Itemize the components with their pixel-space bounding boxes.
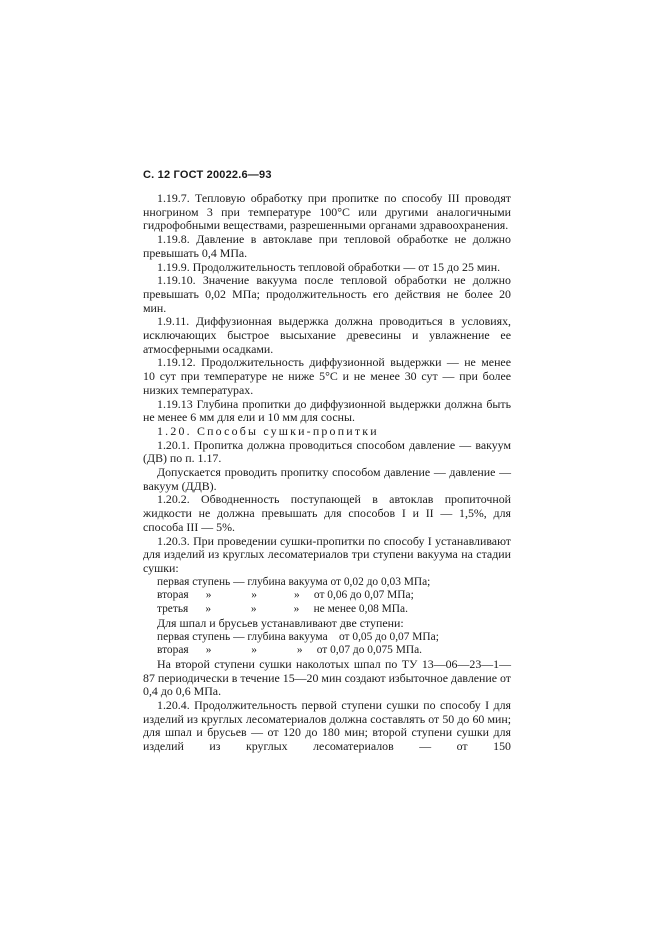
paragraph-allowed-ddv: Допускается проводить пропитку способом давление — давление — вакуум (ДДВ).	[143, 465, 511, 493]
stage-row: вторая » » » от 0,06 до 0,07 МПа;	[157, 589, 414, 602]
body-text	[143, 192, 511, 754]
paragraph-1-19-9: 1.19.9. Продолжительность тепловой обработки — от 15 до 25 мин.	[157, 259, 501, 274]
paragraph-1-20-3: 1.20.3. При проведении сушки-пропитки по способу I устанавливают для изделий из круглых лесоматериалов три ступени вакуума на стадии сушки:	[143, 533, 511, 575]
paragraph-1-19-13: 1.19.13 Глубина пропитки до диффузионной выдержки должна быть не менее 6 мм для ели и 10 мм для сосны.	[143, 396, 511, 425]
stage-row: третья » » » не менее 0,08 МПа.	[157, 603, 408, 616]
paragraph-second-stage: На второй ступени сушки наколотых шпал по ТУ 13—06—23—1—87 периодически в течение 15—20 мин создают избыточное давление от 0,4 до 0,6 МПа.	[143, 656, 511, 699]
paragraph-1-20-2: 1.20.2. Обводненность поступающей в автоклав пропиточной жидкости не должна превышать для способов I и II — 1,5%, для способа III — 5%.	[143, 492, 511, 534]
paragraph-1-19-8: 1.19.8. Давление в автоклаве при тепловой обработке не должно превышать 0,4 МПа.	[143, 232, 511, 260]
paragraph-1-19-10: 1.19.10. Значение вакуума после тепловой обработки не должно превышать 0,02 МПа; продолжительность его действия не более 20 мин.	[143, 273, 511, 315]
stage-row: первая ступень — глубина вакуума от 0,02 до 0,03 МПа;	[157, 575, 431, 588]
paragraph-1-19-7: 1.19.7. Тепловую обработку при пропитке по способу III проводят нногрином 3 при температуре 100°С или другими аналогичными гидрофобными веществами, разрешенными органами здравоохранения.	[143, 191, 511, 233]
stage-row: вторая » » » от 0,07 до 0,075 МПа.	[157, 644, 422, 657]
paragraph-sleepers-intro: Для шпал и брусьев устанавливают две ступени:	[157, 615, 404, 630]
paragraph-1-20-1: 1.20.1. Пропитка должна проводиться способом давление — вакуум (ДВ) по п. 1.17.	[143, 437, 511, 466]
paragraph-1-19-12: 1.19.12. Продолжительность диффузионной выдержки — не менее 10 сут при температуре не ниже 5°С и не менее 30 сут — при более низких температурах.	[143, 355, 511, 397]
stage-row: первая ступень — глубина вакуума от 0,05 до 0,07 МПа;	[157, 630, 439, 643]
page-header: С. 12 ГОСТ 20022.6—93	[143, 169, 272, 181]
paragraph-1-20-4: 1.20.4. Продолжительность первой ступени сушки по способу I для изделий из круглых лесоматериалов должна составлять от 50 до 60 мин; для шпал и брусьев — от 120 до 180 мин; второй ступени сушки для изделий из круглых лесоматериалов — от 150	[143, 698, 511, 754]
section-heading-1-20: 1.20. Способы сушки-пропитки	[157, 423, 379, 438]
paragraph-1-9-11: 1.9.11. Диффузионная выдержка должна проводиться в условиях, исключающих быстрое высыхание древесины и увлажнение ее атмосферными осадками.	[143, 314, 511, 356]
